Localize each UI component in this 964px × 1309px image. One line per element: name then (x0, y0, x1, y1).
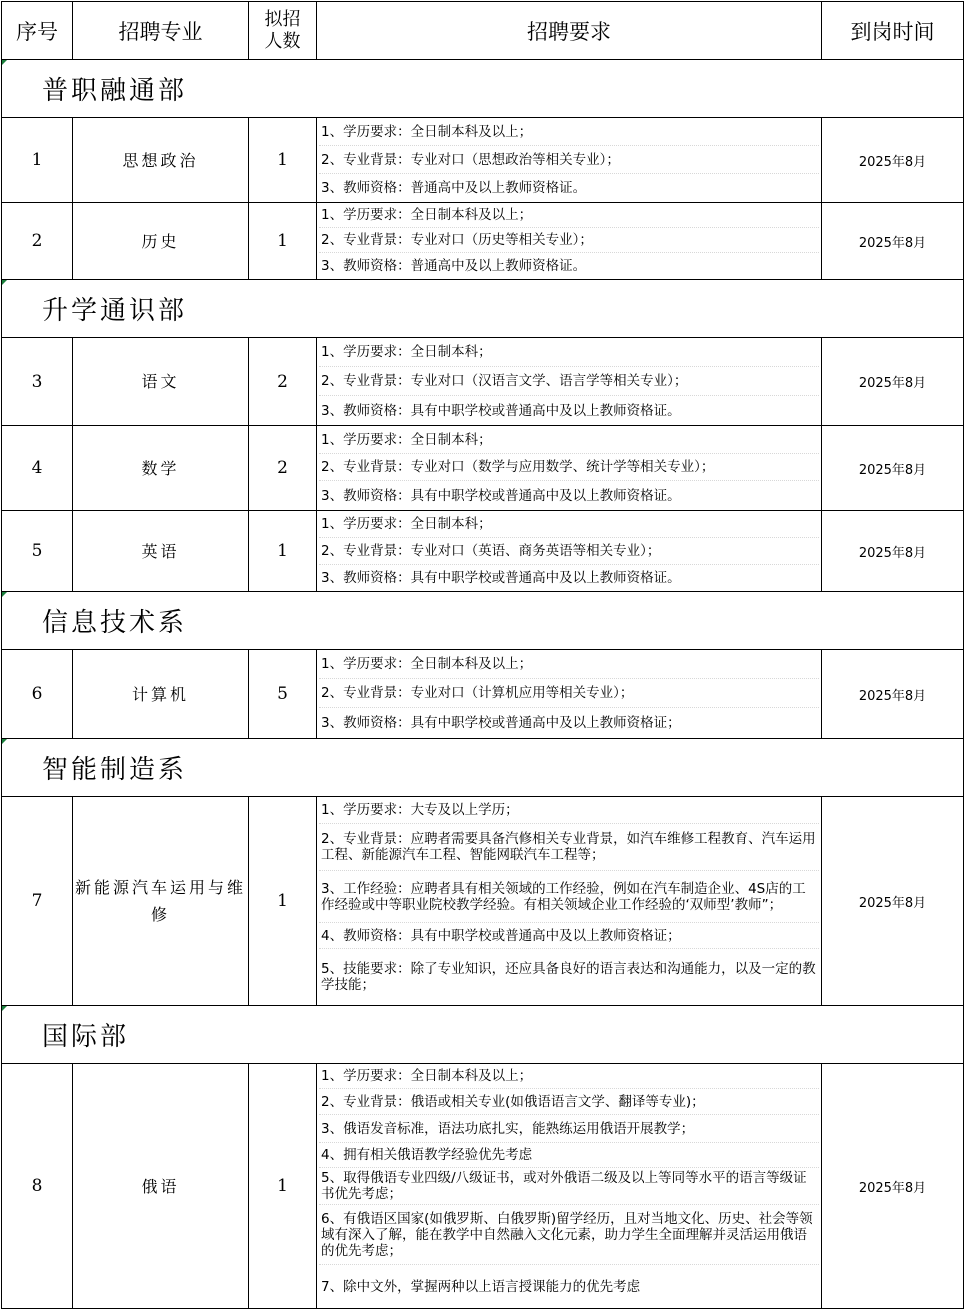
header-time: 到岗时间 (822, 2, 964, 60)
count-cell: 2 (249, 426, 317, 511)
cell-marker-icon (2, 60, 7, 65)
seq-cell: 3 (2, 338, 73, 426)
table-row (2, 338, 964, 426)
section-title: 信息技术系 (2, 592, 964, 650)
cell-marker-icon (2, 1006, 7, 1011)
table-row (2, 797, 964, 1006)
requirement-line: 1、学历要求：全日制本科； (319, 338, 819, 367)
time-cell: 2025年8月 (822, 797, 964, 1006)
time-cell: 2025年8月 (822, 511, 964, 592)
time-cell: 2025年8月 (822, 650, 964, 739)
count-cell: 1 (249, 511, 317, 592)
requirement-line: 1、学历要求：大专及以上学历； (319, 797, 819, 824)
count-cell: 5 (249, 650, 317, 739)
table-row (2, 511, 964, 592)
table-row (2, 118, 964, 203)
table-row (2, 426, 964, 511)
requirement-line: 3、教师资格：具有中职学校或普通高中及以上教师资格证； (321, 715, 681, 731)
requirement-line: 5、技能要求：除了专业知识，还应具备良好的语言表达和沟通能力，以及一定的教学技能； (321, 961, 816, 993)
section-title: 国际部 (2, 1006, 964, 1064)
section-row (2, 592, 964, 650)
time-cell: 2025年8月 (822, 203, 964, 280)
requirements-cell (317, 797, 822, 1006)
header-count (249, 2, 317, 60)
table-row (2, 203, 964, 280)
header-major: 招聘专业 (73, 2, 249, 60)
requirement-line: 5、取得俄语专业四级/八级证书，或对外俄语二级及以上等同等水平的语言等级证书优先考虑； (319, 1168, 819, 1205)
major-cell: 新能源汽车运用与维修 (73, 797, 249, 1006)
cell-marker-icon (2, 592, 7, 597)
seq-cell: 8 (2, 1064, 73, 1309)
major-cell: 英语 (73, 511, 249, 592)
table-row (2, 650, 964, 739)
seq-cell: 2 (2, 203, 73, 280)
requirements-cell (317, 426, 822, 511)
requirement-line: 1、学历要求：全日制本科； (319, 511, 819, 538)
requirements-cell (317, 1064, 822, 1309)
count-cell: 1 (249, 118, 317, 203)
requirements-cell (317, 650, 822, 739)
requirements-cell (317, 118, 822, 203)
section-row (2, 1006, 964, 1064)
time-cell: 2025年8月 (822, 118, 964, 203)
requirement-line: 2、专业背景：专业对口（历史等相关专业）； (319, 228, 819, 253)
requirement-line: 4、教师资格：具有中职学校或普通高中及以上教师资格证； (319, 923, 819, 949)
section-title: 升学通识部 (2, 280, 964, 338)
requirement-line: 3、教师资格：具有中职学校或普通高中及以上教师资格证。 (321, 570, 681, 586)
requirement-line: 2、专业背景：俄语或相关专业(如俄语语言文学、翻译等专业)； (319, 1089, 819, 1115)
header-requirements: 招聘要求 (317, 2, 822, 60)
requirement-line: 2、专业背景：专业对口（思想政治等相关专业）； (319, 146, 819, 174)
major-cell: 数学 (73, 426, 249, 511)
section-row (2, 739, 964, 797)
seq-cell: 7 (2, 797, 73, 1006)
major-cell: 计算机 (73, 650, 249, 739)
header-row (2, 2, 964, 60)
requirement-line: 1、学历要求：全日制本科及以上； (319, 1064, 819, 1089)
seq-cell: 6 (2, 650, 73, 739)
requirement-line: 4、拥有相关俄语教学经验优先考虑 (319, 1143, 819, 1168)
requirements-cell (317, 511, 822, 592)
requirements-cell (317, 338, 822, 426)
requirements-cell (317, 203, 822, 280)
time-cell: 2025年8月 (822, 338, 964, 426)
cell-marker-icon (2, 280, 7, 285)
recruitment-table (1, 1, 964, 1309)
major-cell: 历史 (73, 203, 249, 280)
cell-marker-icon (2, 739, 7, 744)
count-cell: 1 (249, 203, 317, 280)
requirement-line: 1、学历要求：全日制本科及以上； (319, 650, 819, 679)
table-row (2, 1064, 964, 1309)
requirement-line: 1、学历要求：全日制本科； (319, 426, 819, 454)
requirement-line: 2、专业背景：专业对口（汉语言文学、语言学等相关专业）； (319, 367, 819, 396)
table-body (2, 60, 964, 1309)
requirement-line: 3、工作经验：应聘者具有相关领域的工作经验，例如在汽车制造企业、4S店的工作经验或中等职业院校教学经验。有相关领域企业工作经验的‘双师型’教师”； (319, 871, 819, 923)
requirement-line: 2、专业背景：应聘者需要具备汽修相关专业背景，如汽车维修工程教育、汽车运用工程、新能源汽车工程、智能网联汽车工程等； (319, 824, 819, 871)
requirement-line: 2、专业背景：专业对口（计算机应用等相关专业）； (319, 679, 819, 708)
section-title: 智能制造系 (2, 739, 964, 797)
requirement-line: 7、除中文外，掌握两种以上语言授课能力的优先考虑 (321, 1278, 641, 1295)
major-cell: 语文 (73, 338, 249, 426)
requirement-line: 3、教师资格：具有中职学校或普通高中及以上教师资格证。 (321, 402, 681, 419)
section-row (2, 280, 964, 338)
requirement-line: 1、学历要求：全日制本科及以上； (319, 118, 819, 146)
requirement-line: 2、专业背景：专业对口（英语、商务英语等相关专业）； (319, 538, 819, 565)
requirement-line: 3、教师资格：普通高中及以上教师资格证。 (321, 258, 587, 274)
time-cell: 2025年8月 (822, 1064, 964, 1309)
count-cell: 1 (249, 1064, 317, 1309)
seq-cell: 1 (2, 118, 73, 203)
major-cell: 思想政治 (73, 118, 249, 203)
header-seq: 序号 (2, 2, 73, 60)
count-cell: 1 (249, 797, 317, 1006)
section-title: 普职融通部 (2, 60, 964, 118)
seq-cell: 5 (2, 511, 73, 592)
count-cell: 2 (249, 338, 317, 426)
requirement-line: 6、有俄语区国家(如俄罗斯、白俄罗斯)留学经历，且对当地文化、历史、社会等领域有深入了解，能在教学中自然融入文化元素，助力学生全面理解并灵活运用俄语的优先考虑； (319, 1205, 819, 1265)
seq-cell: 4 (2, 426, 73, 511)
time-cell: 2025年8月 (822, 426, 964, 511)
header-count-text: 拟招人数 (264, 8, 301, 52)
requirement-line: 3、俄语发音标准，语法功底扎实，能熟练运用俄语开展教学； (319, 1115, 819, 1143)
requirement-line: 3、教师资格：普通高中及以上教师资格证。 (321, 180, 587, 196)
requirement-line: 1、学历要求：全日制本科及以上； (319, 203, 819, 228)
major-cell: 俄语 (73, 1064, 249, 1309)
section-row (2, 60, 964, 118)
requirement-line: 3、教师资格：具有中职学校或普通高中及以上教师资格证。 (321, 487, 681, 504)
requirement-line: 2、专业背景：专业对口（数学与应用数学、统计学等相关专业）； (319, 454, 819, 481)
